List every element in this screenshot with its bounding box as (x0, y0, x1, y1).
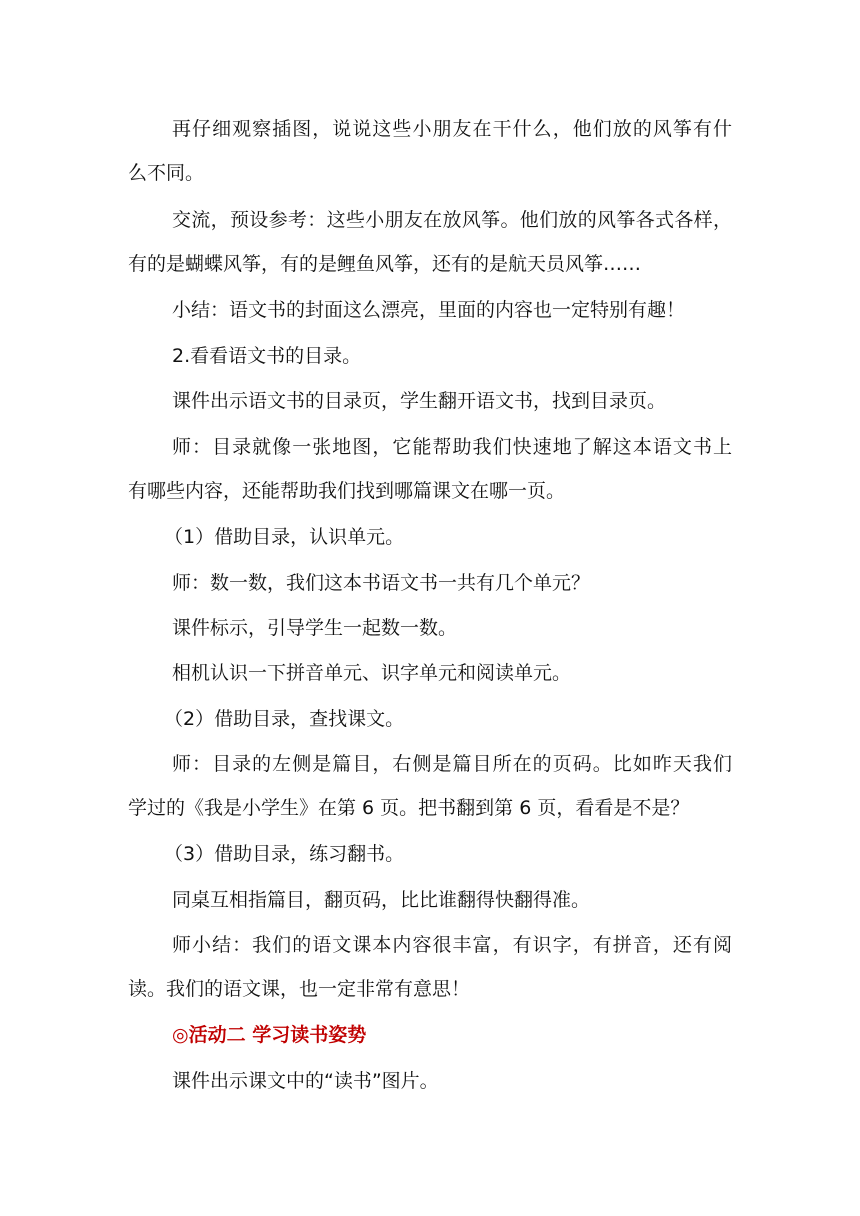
paragraph-line: 师：目录的左侧是篇目，右侧是篇目所在的页码。比如昨天我们 (172, 753, 732, 775)
subsection-heading: （3）借助目录，练习翻书。 (164, 843, 405, 865)
paragraph-line: 师：目录就像一张地图，它能帮助我们快速地了解这本语文书上 (172, 436, 732, 458)
paragraph-line: 课件标示，引导学生一起数一数。 (172, 617, 458, 639)
paragraph-line: 相机认识一下拼音单元、识字单元和阅读单元。 (172, 662, 572, 684)
paragraph-line: 读。我们的语文课，也一定非常有意思！ (128, 978, 471, 1000)
paragraph-line: 小结：语文书的封面这么漂亮，里面的内容也一定特别有趣！ (172, 299, 686, 321)
paragraph-line: 师小结：我们的语文课本内容很丰富，有识字，有拼音，还有阅 (172, 934, 732, 956)
paragraph-line: 有的是蝴蝶风筝，有的是鲤鱼风筝，还有的是航天员风筝…… (128, 253, 642, 275)
paragraph-line: 学过的《我是小学生》在第 6 页。把书翻到第 6 页，看看是不是？ (128, 797, 690, 819)
paragraph-line: 交流，预设参考：这些小朋友在放风筝。他们放的风筝各式各样， (172, 209, 732, 231)
activity-heading: ◎活动二 学习读书姿势 (172, 1024, 367, 1046)
paragraph-line: 同桌互相指篇目，翻页码，比比谁翻得快翻得准。 (172, 889, 591, 911)
paragraph-line: 课件出示课文中的“读书”图片。 (172, 1070, 439, 1092)
paragraph-line: 师：数一数，我们这本书语文书一共有几个单元？ (172, 572, 591, 594)
section-heading: 2.看看语文书的目录。 (172, 345, 362, 367)
paragraph-line: 再仔细观察插图，说说这些小朋友在干什么，他们放的风筝有什 (172, 118, 732, 140)
paragraph-line: 有哪些内容，还能帮助我们找到哪篇课文在哪一页。 (128, 480, 566, 502)
paragraph-line: 么不同。 (128, 162, 205, 184)
subsection-heading: （2）借助目录，查找课文。 (164, 708, 405, 730)
paragraph-line: 课件出示语文书的目录页，学生翻开语文书，找到目录页。 (172, 390, 667, 412)
subsection-heading: （1）借助目录，认识单元。 (164, 526, 405, 548)
